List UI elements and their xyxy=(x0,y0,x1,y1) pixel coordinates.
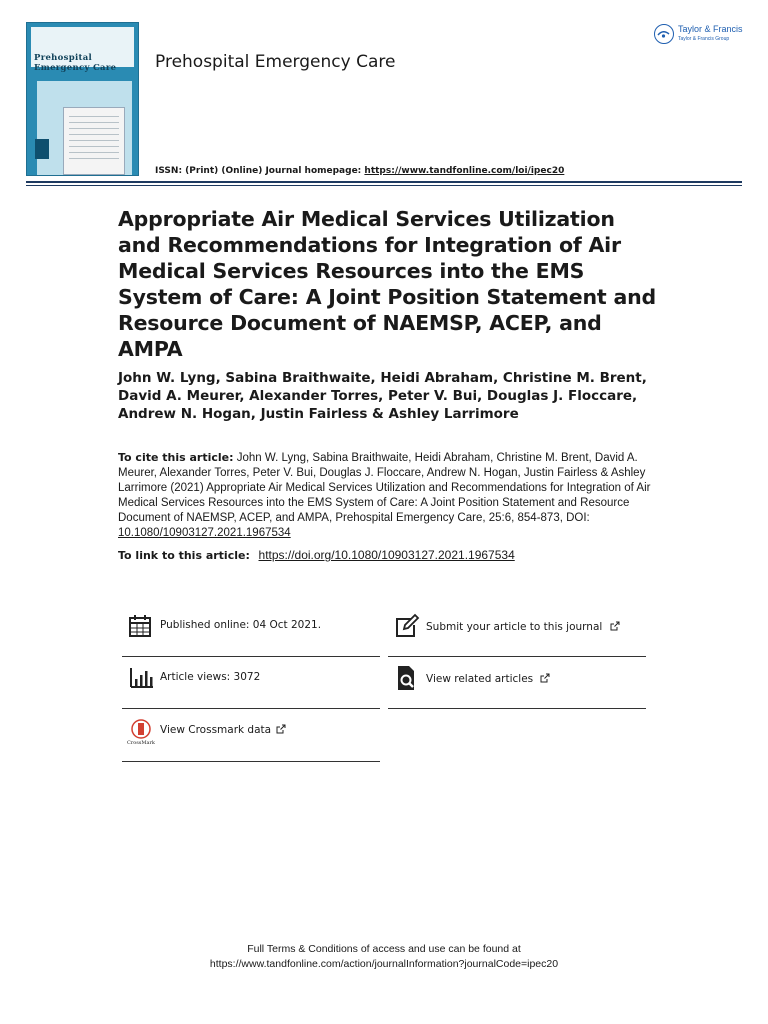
issn-line xyxy=(155,166,564,176)
crossmark-logo-text: CrossMark xyxy=(127,740,155,746)
external-link-icon xyxy=(540,673,550,683)
cite-text: John W. Lyng, Sabina Braithwaite, Heidi Abraham, Christine M. Brent, David A. Meurer, Alexander Torres, Peter V. Bui, Douglas J. Floccare, Andrew N. Hogan, Justin Fairless & Ashley Larrimore (2021) Appropriate Air Medical Services Utilization and Recommendations for Integration of Air Medical Services Resources into the EMS System of Care: A Joint Position Statement and Resource Document of NAEMSP, ACEP, and AMPA, Prehospital Emergency Care, 25:6, 854-873, DOI: xyxy=(118,452,651,524)
bar-chart-icon xyxy=(128,665,154,691)
header-rule xyxy=(26,181,742,183)
article-views: Article views: 3072 xyxy=(160,671,261,683)
journal-homepage-link[interactable]: https://www.tandfonline.com/loi/ipec20 xyxy=(364,166,565,176)
journal-cover-thumbnail xyxy=(26,22,139,176)
external-link-icon xyxy=(276,724,286,734)
crossmark-cell[interactable] xyxy=(122,710,380,762)
article-views-cell xyxy=(122,657,380,709)
publisher-logo-icon xyxy=(654,24,674,44)
related-articles-link[interactable]: View related articles xyxy=(426,673,534,685)
footer-terms-text: Full Terms & Conditions of access and use can be found at xyxy=(247,943,521,955)
document-search-icon xyxy=(394,665,420,691)
publisher-name: Taylor & Francis xyxy=(678,24,743,34)
journal-name[interactable]: Prehospital Emergency Care xyxy=(155,52,396,72)
published-date-cell xyxy=(122,605,380,657)
edit-icon xyxy=(394,613,420,639)
article-title: Appropriate Air Medical Services Utilization and Recommendations for Integration of Air Medical Services Resources into the EMS System of Care: A Joint Position Statement and Resource Document of NAEMSP, ACEP, and AMPA xyxy=(118,207,656,361)
submit-article-link[interactable]: Submit your article to this journal xyxy=(426,621,603,633)
article-link-row xyxy=(118,548,658,563)
issn-text: ISSN: (Print) (Online) Journal homepage: xyxy=(155,166,362,176)
calendar-icon xyxy=(128,613,154,639)
published-date: Published online: 04 Oct 2021. xyxy=(160,619,322,631)
footer-terms-link[interactable]: https://www.tandfonline.com/action/journalInformation?journalCode=ipec20 xyxy=(209,958,559,970)
related-articles-cell[interactable] xyxy=(388,657,646,709)
link-label: To link to this article: xyxy=(118,549,250,562)
publisher-subname: Taylor & Francis Group xyxy=(678,36,730,42)
footer xyxy=(0,942,768,972)
cover-title-line2: Emergency Care xyxy=(34,63,117,73)
cite-label: To cite this article: xyxy=(118,451,234,464)
cite-doi-link[interactable]: 10.1080/10903127.2021.1967534 xyxy=(118,527,291,539)
article-authors: John W. Lyng, Sabina Braithwaite, Heidi Abraham, Christine M. Brent, David A. Meurer, Alexander Torres, Peter V. Bui, Douglas J. Floccare, Andrew N. Hogan, Justin Fairless & Ashley Larrimore xyxy=(118,370,647,422)
cover-title-line1: Prehospital xyxy=(34,53,93,63)
header-rule-thin xyxy=(26,185,742,186)
external-link-icon xyxy=(610,621,620,631)
citation-block xyxy=(118,450,653,541)
crossmark-link[interactable]: View Crossmark data xyxy=(160,724,272,736)
article-doi-link[interactable]: https://doi.org/10.1080/10903127.2021.1967534 xyxy=(258,548,515,562)
submit-article-cell[interactable] xyxy=(388,605,646,657)
publisher-logo[interactable] xyxy=(654,24,749,48)
